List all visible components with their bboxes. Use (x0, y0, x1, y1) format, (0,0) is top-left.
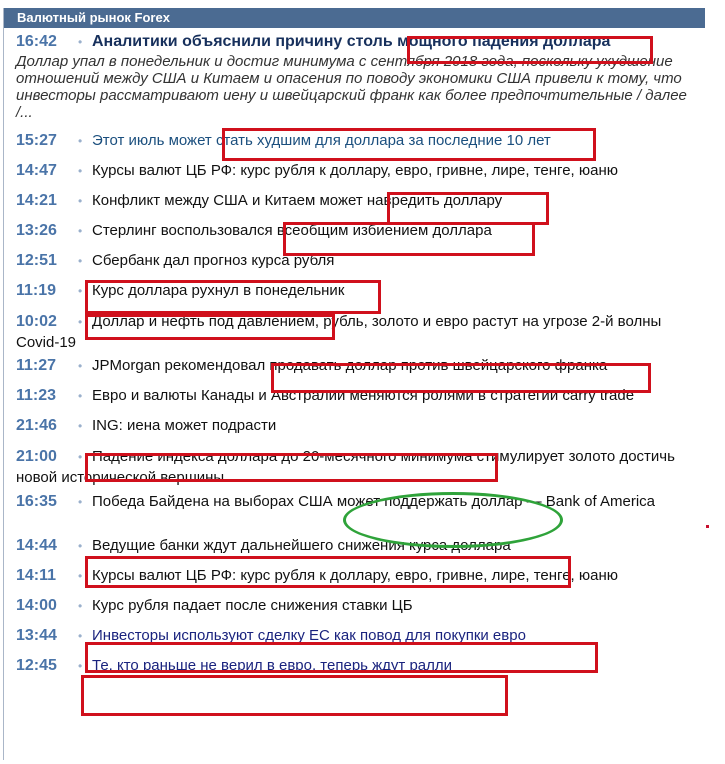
news-item[interactable] (16, 536, 691, 566)
bullet-dot-icon: • (78, 419, 83, 433)
news-headline-link[interactable]: Курсы валют ЦБ РФ: курс рубля к доллару, евро, гривне, лире, тенге, юаню (92, 567, 618, 584)
bullet-dot-icon: • (78, 194, 83, 208)
news-headline-link[interactable]: Курс рубля падает после снижения ставки ЦБ (92, 597, 413, 614)
news-time: 14:21 (16, 192, 57, 209)
bullet-dot-icon: • (78, 315, 83, 329)
news-time: 14:47 (16, 162, 57, 179)
news-time: 21:46 (16, 417, 57, 434)
news-item[interactable] (16, 191, 691, 221)
news-item[interactable] (16, 446, 691, 491)
news-headline-link[interactable]: Этот июль может стать худшим для доллара за последние 10 лет (92, 132, 551, 149)
news-time: 16:35 (16, 493, 57, 510)
news-item[interactable] (16, 161, 691, 191)
bullet-dot-icon: • (78, 659, 83, 673)
news-headline-link[interactable]: ING: иена может подрасти (92, 417, 277, 434)
news-headline-link[interactable]: Падение индекса доллара до 20-месячного минимума стимулирует золото достичь новой исторической вершины (16, 448, 675, 486)
bullet-dot-icon: • (78, 164, 83, 178)
side-marker (706, 525, 709, 528)
news-headline-link[interactable]: Курсы валют ЦБ РФ: курс рубля к доллару, евро, гривне, лире, тенге, юаню (92, 162, 618, 179)
news-item[interactable] (16, 131, 691, 161)
news-headline-link[interactable]: Ведущие банки ждут дальнейшего снижения курса доллара (92, 537, 511, 554)
news-item[interactable] (16, 251, 691, 281)
news-item[interactable] (16, 656, 691, 686)
news-item[interactable] (16, 566, 691, 596)
news-headline-link[interactable]: Те, кто раньше не верил в евро, теперь ждут ралли (92, 657, 453, 674)
news-headline-link[interactable]: Инвесторы используют сделку ЕС как повод для покупки евро (92, 627, 526, 644)
news-headline-link[interactable]: Курс доллара рухнул в понедельник (92, 282, 345, 299)
news-item[interactable] (16, 32, 691, 121)
bullet-dot-icon: • (78, 284, 83, 298)
bullet-dot-icon: • (78, 35, 83, 49)
news-time: 11:19 (16, 282, 57, 299)
bullet-dot-icon: • (78, 134, 83, 148)
news-time: 21:00 (16, 448, 57, 465)
bullet-dot-icon: • (78, 254, 83, 268)
news-item[interactable] (16, 491, 691, 536)
news-item[interactable] (16, 311, 691, 356)
bullet-dot-icon: • (78, 569, 83, 583)
bullet-dot-icon: • (78, 450, 83, 464)
news-headline-link[interactable]: Аналитики объяснили причину столь мощного падения доллара (92, 33, 611, 50)
news-time: 15:27 (16, 132, 57, 149)
news-item[interactable] (16, 416, 691, 446)
news-headline-link[interactable]: Доллар и нефть под давлением, рубль, золото и евро растут на угрозе 2-й волны Covid-19 (16, 313, 662, 351)
news-headline-link[interactable]: Стерлинг воспользовался всеобщим избиением доллара (92, 222, 492, 239)
news-lead: Доллар упал в понедельник и достиг минимума с сентября 2018 года, поскольку ухудшение отношений между США и Китаем и опасения по поводу экономики США привели к тому, что инвесторы рассматривают иену и швейцарский франк как более предпочтительные / далее /... (16, 53, 687, 121)
bullet-dot-icon: • (78, 389, 83, 403)
news-time: 14:11 (16, 567, 57, 584)
news-time: 10:02 (16, 313, 57, 330)
bullet-dot-icon: • (78, 495, 83, 509)
bullet-dot-icon: • (78, 359, 83, 373)
news-time: 12:51 (16, 252, 57, 269)
news-time: 11:23 (16, 387, 57, 404)
news-item[interactable] (16, 356, 691, 386)
news-time: 11:27 (16, 357, 57, 374)
bullet-dot-icon: • (78, 539, 83, 553)
news-headline-link[interactable]: Победа Байдена на выборах США может поддержать доллар — Bank of America (92, 493, 655, 510)
news-time: 14:44 (16, 537, 57, 554)
news-item[interactable] (16, 386, 691, 416)
bullet-dot-icon: • (78, 599, 83, 613)
news-list (16, 32, 691, 686)
news-headline-link[interactable]: Евро и валюты Канады и Австралии меняются ролями в стратегии carry trade (92, 387, 635, 404)
news-item[interactable] (16, 596, 691, 626)
news-time: 16:42 (16, 33, 57, 50)
bullet-dot-icon: • (78, 224, 83, 238)
news-headline-link[interactable]: JPMorgan рекомендовал продавать доллар против швейцарского франка (92, 357, 608, 374)
news-headline-link[interactable]: Конфликт между США и Китаем может навредить доллару (92, 192, 503, 209)
news-time: 12:45 (16, 657, 57, 674)
bullet-dot-icon: • (78, 629, 83, 643)
news-time: 13:26 (16, 222, 57, 239)
panel-title: Валютный рынок Forex (4, 8, 705, 28)
news-item[interactable] (16, 626, 691, 656)
news-headline-link[interactable]: Сбербанк дал прогноз курса рубля (92, 252, 335, 269)
news-item[interactable] (16, 221, 691, 251)
news-item[interactable] (16, 281, 691, 311)
news-time: 14:00 (16, 597, 57, 614)
news-time: 13:44 (16, 627, 57, 644)
